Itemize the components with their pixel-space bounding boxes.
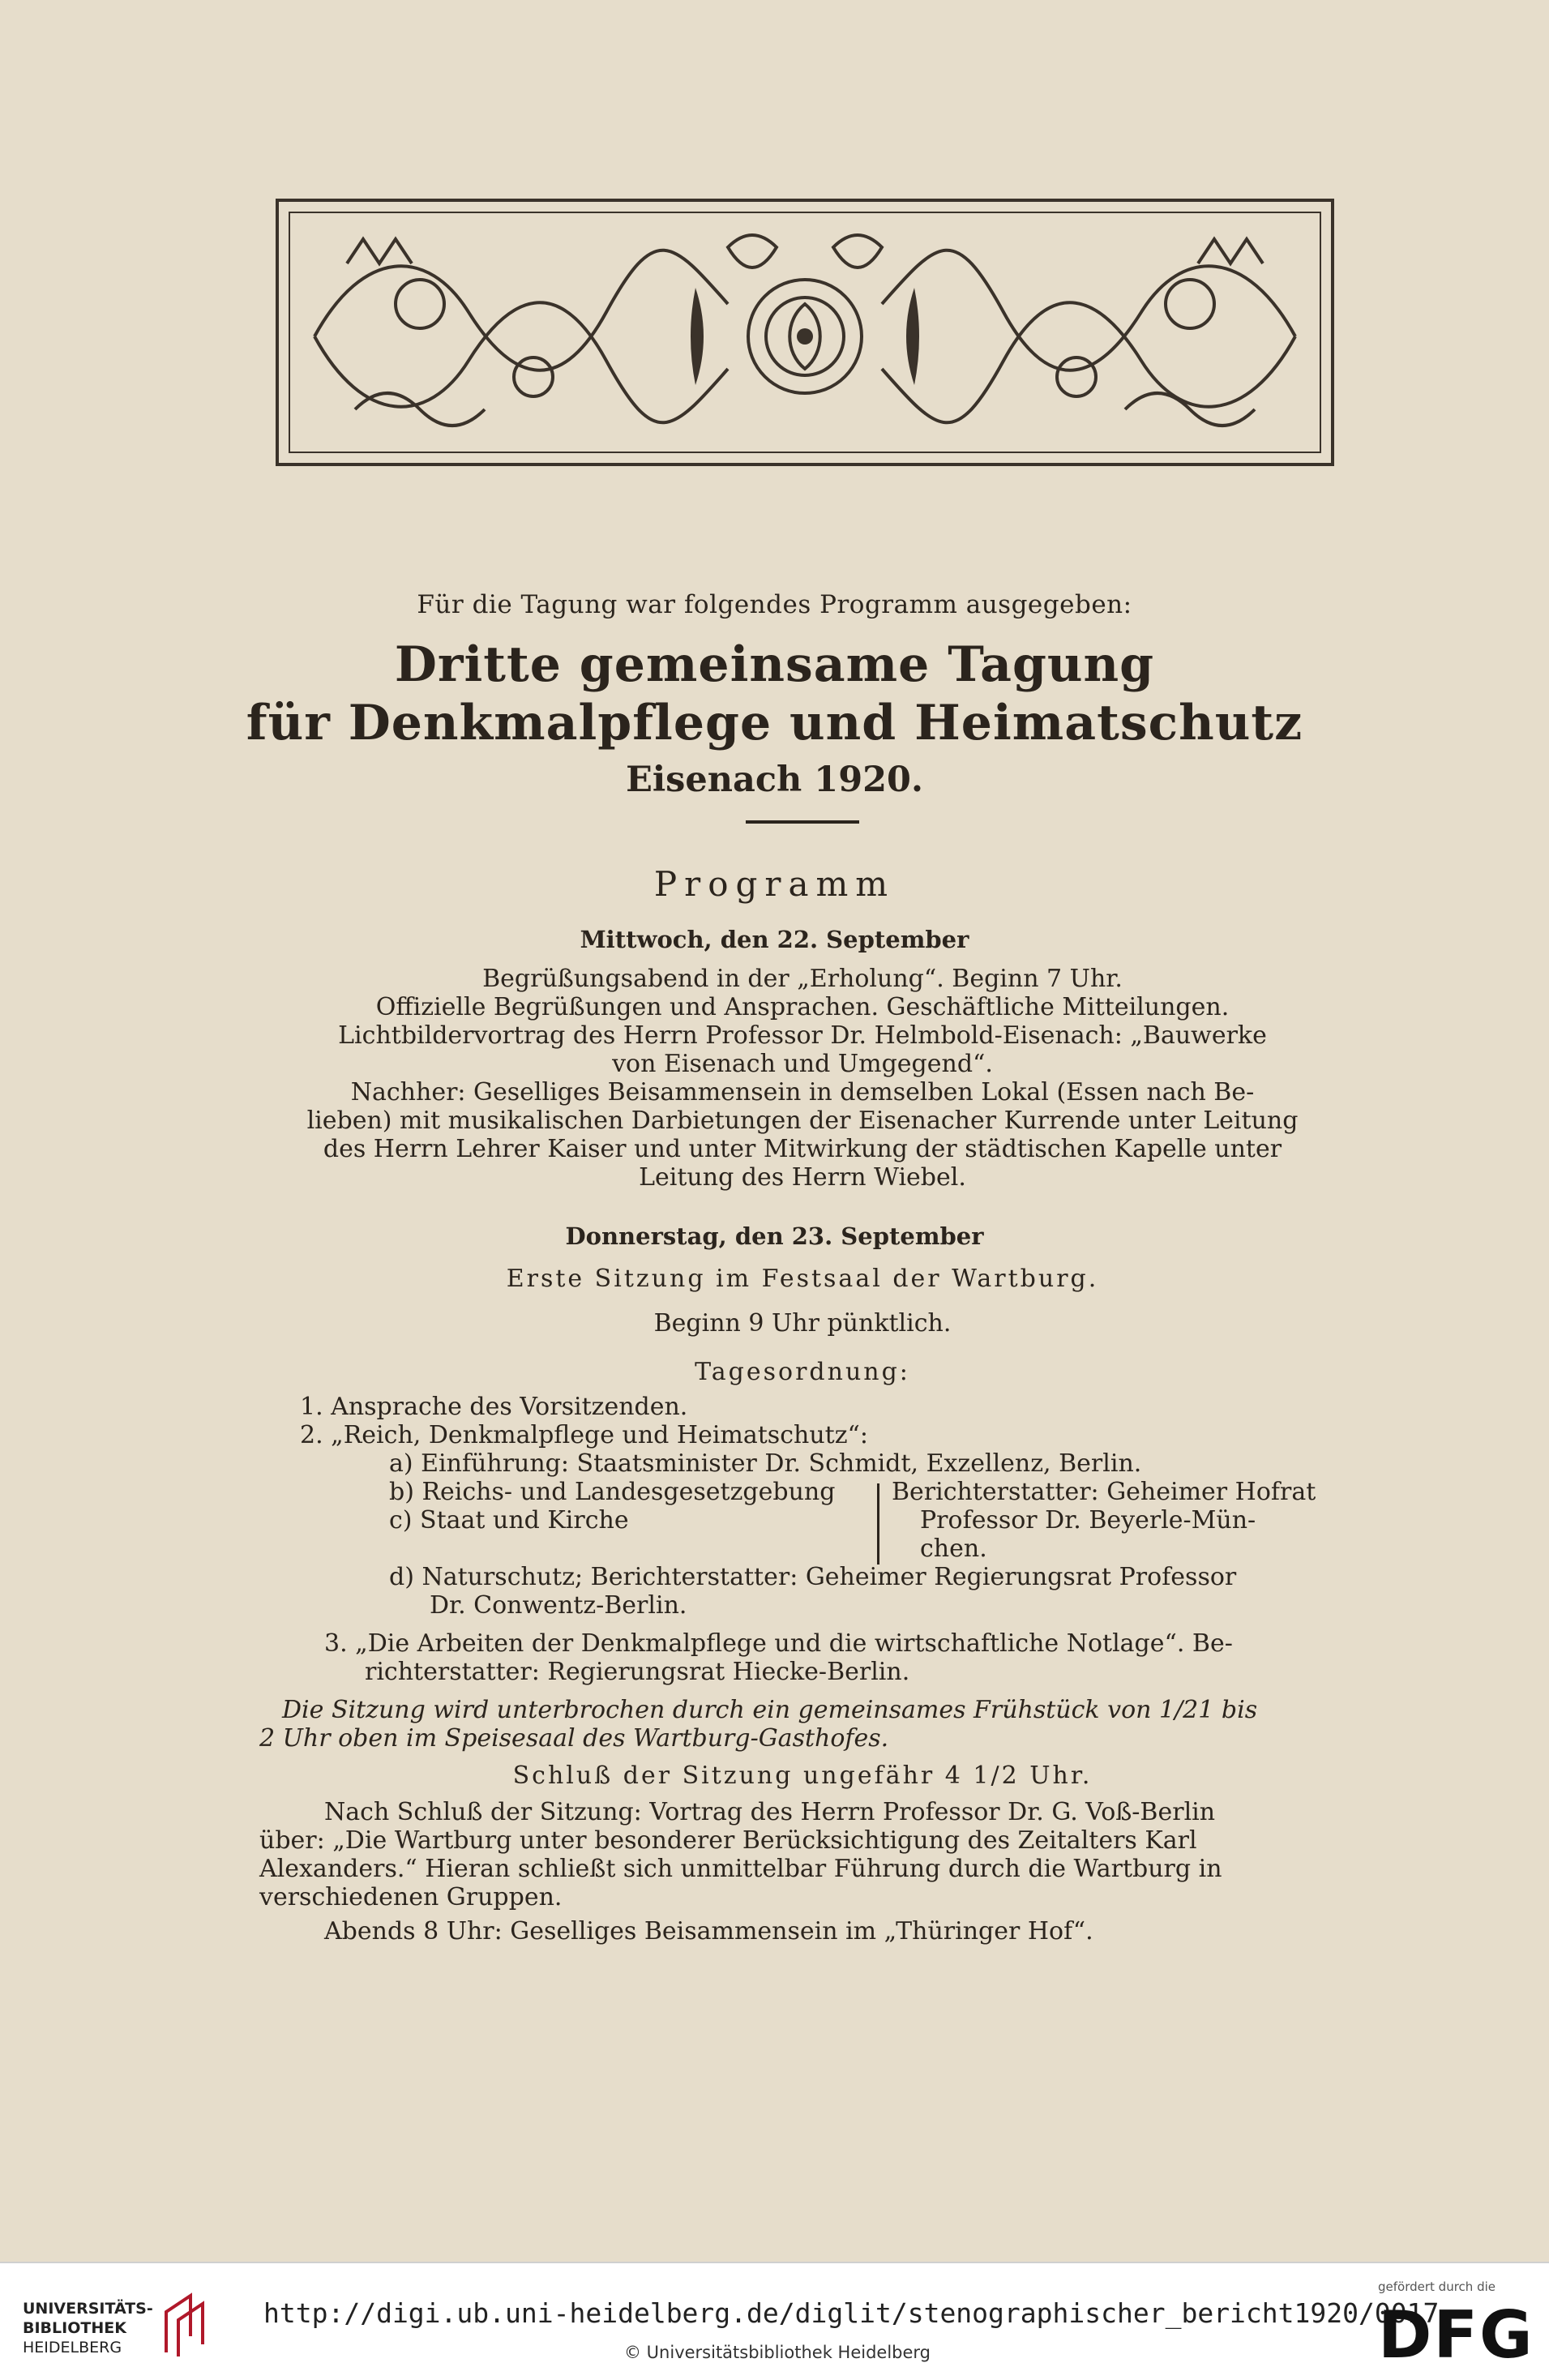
day2-session: Erste Sitzung im Festsaal der Wartburg. xyxy=(506,1265,1099,1293)
agenda-item-3-line2: richterstatter: Regierungsrat Hiecke-Berlin. xyxy=(365,1658,910,1686)
bc-reporter-line: Professor Dr. Beyerle-Mün- xyxy=(920,1506,1256,1535)
library-logo-text xyxy=(23,2299,153,2357)
day1-line: von Eisenach und Umgegend“. xyxy=(612,1050,993,1078)
break-note xyxy=(259,1696,1346,1753)
copyright-text: © Universitätsbibliothek Heidelberg xyxy=(624,2343,931,2362)
after-line: über: „Die Wartburg unter besonderer Berücksichtigung des Zeitalters Karl xyxy=(259,1826,1197,1855)
dfg-logo: DFG xyxy=(1378,2297,1534,2373)
day1-line: Offizielle Begrüßungen und Ansprachen. Geschäftliche Mitteilungen. xyxy=(375,993,1230,1021)
day1-heading: Mittwoch, den 22. September xyxy=(580,926,969,953)
after-line: Alexanders.“ Hieran schließt sich unmittelbar Führung durch die Wartburg in xyxy=(259,1855,1222,1883)
agenda-item-3-line1: 3. „Die Arbeiten der Denkmalpflege und die wirtschaftliche Notlage“. Be- xyxy=(324,1629,1233,1658)
title-line-1: Dritte gemeinsame Tagung xyxy=(394,636,1155,693)
evening-note: Abends 8 Uhr: Geselliges Beisammensein im „Thüringer Hof“. xyxy=(324,1917,1093,1946)
programm-heading: Programm xyxy=(653,864,896,904)
library-line-1: UNIVERSITÄTS- xyxy=(23,2300,153,2318)
library-logo-icon xyxy=(158,2288,215,2361)
day1-line: Lichtbildervortrag des Herrn Professor Dr. Helmbold-Eisenach: „Bauwerke xyxy=(338,1021,1267,1050)
agenda-sub-d-line1: d) Naturschutz; Berichterstatter: Geheimer Regierungsrat Professor xyxy=(389,1563,1237,1591)
title-line-3: Eisenach 1920. xyxy=(626,760,923,800)
bc-reporter-line: chen. xyxy=(920,1535,987,1563)
permalink-url[interactable]: http://digi.ub.uni-heidelberg.de/diglit/stenographischer_bericht1920/0017 xyxy=(263,2297,1440,2329)
agenda-list xyxy=(300,1393,1346,1478)
day1-line: Begrüßungsabend in der „Erholung“. Beginn 7 Uhr. xyxy=(482,965,1123,993)
library-line-2: BIBLIOTHEK xyxy=(23,2319,126,2337)
brace-line xyxy=(877,1483,879,1565)
agenda-item-1: 1. Ansprache des Vorsitzenden. xyxy=(300,1393,688,1421)
day2-heading: Donnerstag, den 23. September xyxy=(565,1222,984,1250)
title-line-2: für Denkmalpflege und Heimatschutz xyxy=(246,695,1303,751)
ornamental-header-border xyxy=(276,199,1334,466)
day2-begin: Beginn 9 Uhr pünktlich. xyxy=(653,1309,952,1338)
ornament-illustration xyxy=(290,213,1320,452)
agenda-bc-reporter xyxy=(892,1478,1346,1563)
after-session xyxy=(259,1798,1346,1911)
day1-line: Nachher: Geselliges Beisammensein in demselben Lokal (Essen nach Be- xyxy=(350,1078,1255,1107)
agenda-sub-d xyxy=(389,1563,1346,1620)
session-end: Schluß der Sitzung ungefähr 4 1/2 Uhr. xyxy=(512,1761,1093,1790)
agenda-sub-d-line2: Dr. Conwentz-Berlin. xyxy=(430,1591,687,1620)
library-line-3: HEIDELBERG xyxy=(23,2339,122,2356)
bc-reporter-line: Berichterstatter: Geheimer Hofrat xyxy=(892,1478,1316,1506)
day1-program xyxy=(259,965,1346,1192)
break-note-line1: Die Sitzung wird unterbrochen durch ein gemeinsames Frühstück von 1/21 bis xyxy=(282,1696,1258,1724)
day1-line: des Herrn Lehrer Kaiser und unter Mitwirkung der städtischen Kapelle unter xyxy=(323,1135,1282,1163)
agenda-sub-bc xyxy=(389,1478,875,1535)
day1-line: lieben) mit musikalischen Darbietungen der Eisenacher Kurrende unter Leitung xyxy=(306,1107,1299,1135)
agenda-sub-b: b) Reichs- und Landesgesetzgebung xyxy=(389,1478,836,1506)
funding-note: gefördert durch die xyxy=(1378,2279,1496,2294)
after-line: verschiedenen Gruppen. xyxy=(259,1883,563,1911)
footer-bar xyxy=(0,2262,1549,2380)
agenda-sub-a: a) Einführung: Staatsminister Dr. Schmidt, Exzellenz, Berlin. xyxy=(389,1449,1142,1478)
intro-text: Für die Tagung war folgendes Programm ausgegeben: xyxy=(417,590,1132,619)
agenda-sub-c: c) Staat und Kirche xyxy=(389,1506,629,1535)
agenda-item-3 xyxy=(324,1629,1346,1686)
break-note-line2: 2 Uhr oben im Speisesaal des Wartburg-Gasthofes. xyxy=(259,1724,889,1753)
after-line: Nach Schluß der Sitzung: Vortrag des Herrn Professor Dr. G. Voß-Berlin xyxy=(324,1798,1216,1826)
divider-rule xyxy=(746,820,859,824)
agenda-title: Tagesordnung: xyxy=(695,1358,910,1386)
agenda-item-2: 2. „Reich, Denkmalpflege und Heimatschutz“: xyxy=(300,1421,868,1449)
day1-line: Leitung des Herrn Wiebel. xyxy=(639,1163,966,1192)
